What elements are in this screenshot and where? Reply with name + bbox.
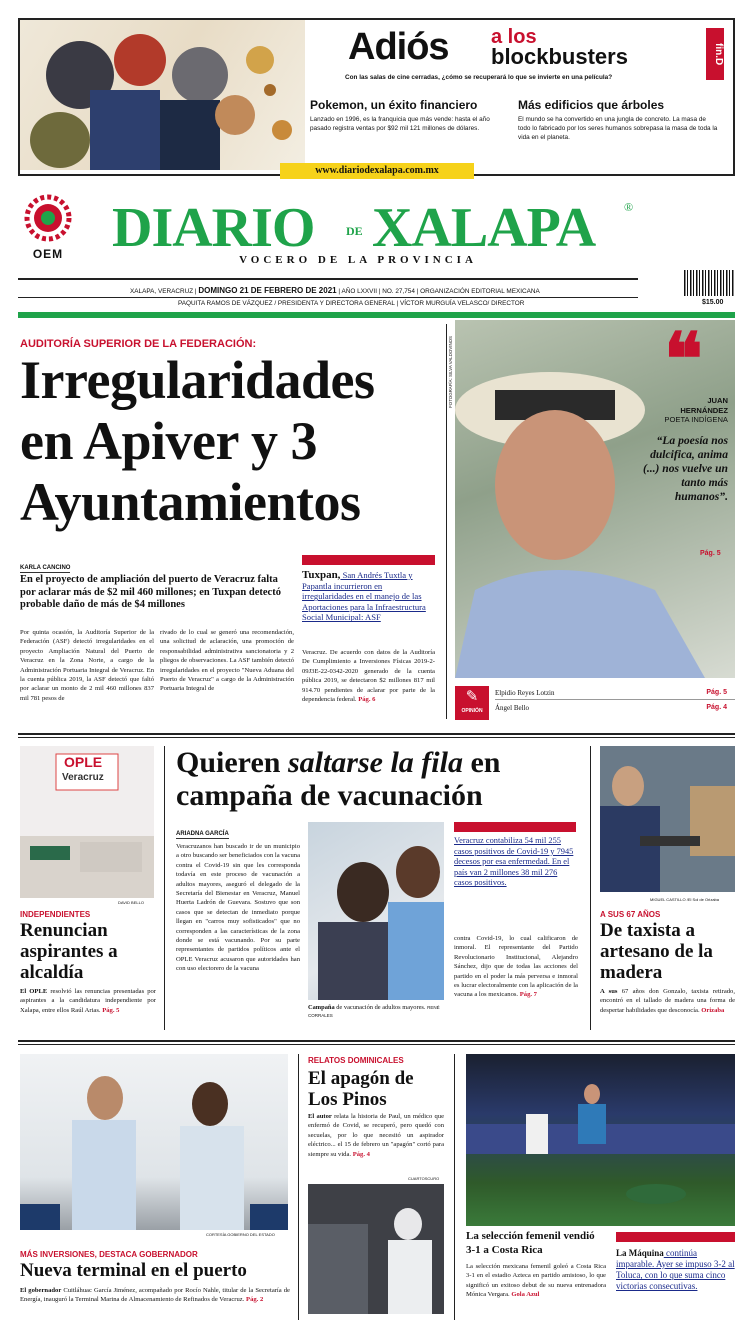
masthead-info: XALAPA, VERACRUZ | DOMINGO 21 DE FEBRERO DE 2021 | AÑO LXXVII | NO. 27,754 | ORGANIZACIÓN EDITORIAL MEXICANA [130, 286, 540, 295]
port-body [20, 1286, 290, 1305]
vacc-byline: ARIADNA GARCÍA [176, 831, 229, 837]
opinion-author-1: Elpidio Reyes Lotzin [495, 689, 555, 697]
vacc-column-2-text: contra Covid-19, lo cual calificaron de inmoral. El representante del Partido Revolucionario Institucional, Alejandro Sánchez, dijo que de todas las acciones del partido en el poder la más perversa e inmoral es lucrar electoralmente con la aplicación de la vacuna a los mexicanos. [454, 935, 578, 999]
top-story-1-title: Pokemon, un éxito financiero [310, 98, 478, 112]
port-photo-credit: CORTESÍA GOBIERNO DEL ESTADO [206, 1232, 275, 1237]
ople-sign-sub: Veracruz [62, 772, 104, 783]
vacc-stats-box[interactable]: Veracruz contabiliza 54 mil 255 casos positivos de Covid-19 y 7945 decesos por esa enfermedad. En el país van 2 millones 38 mil 276 casos positivos. [454, 836, 574, 888]
taxi-headline[interactable]: De taxista a artesano de la madera [600, 920, 713, 983]
lead-side-paragraph: Veracruz. De acuerdo con datos de la Auditoría De Cumplimiento a Inversiones Físicas 2019-2-09J3E-22-0342-2020 generado de la cuenta pública 2019, se detectaron $2 millones 817 mil 914.70 pendientes de aclarar por parte de la dependencia federal. [302, 649, 435, 704]
top-headline-main: Adiós [348, 26, 449, 68]
vacc-byline-wrap [176, 822, 229, 840]
opinion-box [455, 686, 735, 720]
lead-vertical-rule [446, 324, 447, 719]
opinion-icon: ✎ OPINIÓN [455, 686, 489, 720]
soccer-side-body: continúa imparable. Ayer se impuso 3-2 al Toluca, con lo que suma cinco victorias consecutivas. [616, 1248, 735, 1291]
soccer-ref[interactable]: Gola Azul [511, 1291, 540, 1299]
collage-art [20, 20, 305, 170]
photo-credit-vertical: FOTOGRAFÍA: SILVA VALDOVINOS [448, 336, 453, 408]
sun-emblem-icon [23, 194, 73, 242]
masthead-motto: VOCERO DE LA PROVINCIA [239, 254, 477, 266]
vacc-caption-lead: Campaña [308, 1004, 335, 1011]
ople-sign-title: OPLE [64, 754, 103, 770]
section-rule-1 [18, 733, 735, 735]
col-rule-taxi [590, 746, 591, 1030]
masthead-registered: ® [624, 200, 634, 214]
top-headline-a-los: a los [491, 26, 537, 48]
ople-ref[interactable]: Pág. 5 [102, 1006, 120, 1014]
lead-kicker: AUDITORÍA SUPERIOR DE LA FEDERACIÓN: [20, 338, 257, 350]
quote-name-first: JUAN [707, 396, 728, 405]
col-rule-ople [164, 746, 165, 1030]
quote-name-last: HERNÁNDEZ [680, 405, 728, 415]
masthead-title-xalapa: XALAPA [372, 197, 596, 259]
ople-kicker: INDEPENDIENTES [20, 910, 91, 919]
masthead-staff: PAQUITA RAMOS DE VÁZQUEZ / PRESIDENTA Y DIRECTORA GENERAL | VÍCTOR MURGUÍA VELASCO/ DIRECTOR [178, 300, 525, 307]
lead-side-story[interactable] [302, 570, 435, 623]
taxi-photo-credit: MIGUEL CASTILLO /El Sol de Orizaba [650, 897, 719, 902]
opinion-label: OPINIÓN [461, 708, 483, 714]
ople-body-text: resolvió las renuncias presentadas por aspirantes a la candidatura independiente por Xalapa, entre ellos Raúl Arias. [20, 988, 156, 1014]
masthead-title [112, 196, 652, 259]
blockbusters-collage [20, 20, 305, 170]
opinion-ref-2: Pág. 4 [706, 704, 727, 711]
vacc-caption-credit: RENÉ CORRALES [308, 1005, 440, 1018]
relatos-ref[interactable]: Pág. 4 [352, 1150, 370, 1158]
port-body-text: Cuitláhuac García Jiménez, acompañado por Rocío Nahle, titular de la Secretaría de Energía, inauguró la Terminal Marina de Almacenamiento de Refinados de Veracruz. [20, 1287, 290, 1304]
relatos-body [308, 1112, 444, 1159]
relatos-body-text: relata la historia de Paul, un médico que enfermó de Covid, se recuperó, pero quedó con secuelas, por lo que necesitó un aspirador eléctrico... el 15 de febrero un "apagón" cortó para siempre su vida. [308, 1113, 445, 1158]
opinion-author-2: Ángel Bello [495, 704, 530, 712]
quote-role: POETA INDÍGENA [664, 415, 728, 424]
quote-text: “La poesía nos dulcifica, anima (...) nos vuelve un tanto más humanos”. [642, 434, 728, 503]
ople-body [20, 987, 156, 1015]
officials-scene [20, 1054, 288, 1230]
top-story-2-title: Más edificios que árboles [518, 98, 665, 112]
relatos-photo [308, 1184, 444, 1314]
info-number: NO. 27,754 [382, 288, 415, 295]
vacc-caption-text: de vacunación de adultos mayores. [334, 1004, 426, 1011]
soccer-side-title: La Máquina [616, 1248, 664, 1258]
price: $15.00 [702, 299, 724, 306]
vacc-headline-1: Quieren [176, 746, 288, 779]
port-headline[interactable]: Nueva terminal en el puerto [20, 1260, 247, 1281]
vacc-headline-italic: saltarse la fila [287, 746, 463, 779]
lead-column-2: rivado de lo cual se generó una recomendación, una solicitud de aclaración, una promoción de responsabilidad administrativa sancionatoria y 2 pliegos de observaciones. La ASF también detectó irregularidades en el proyecto "Nueva Aduana del Puerto de Veracruz" a cargo de la Administración Portuaria Integral de [160, 629, 294, 693]
lead-side-text [302, 648, 435, 704]
ople-photo-credit: DAVID BELLO [118, 900, 144, 905]
taxi-ref[interactable]: Orizaba [701, 1006, 725, 1014]
lead-side-redbar [302, 555, 435, 565]
info-organization: ORGANIZACIÓN EDITORIAL MEXICANA [420, 288, 540, 295]
quote-mark-icon: ❝ [664, 320, 703, 400]
opinion-row-2[interactable] [495, 704, 735, 712]
vacc-ref[interactable]: Pág. 7 [519, 991, 537, 999]
lead-side-ref[interactable]: Pág. 6 [358, 696, 376, 704]
taxi-kicker: A SUS 67 AÑOS [600, 910, 661, 919]
taxi-body-text: 67 años don Gonzalo, taxista retirado, encontró en el tallado de madera una forma de despertar habilidades que desconocía. [600, 988, 735, 1014]
port-ref[interactable]: Pág. 2 [246, 1296, 264, 1304]
col-rule-soccer [454, 1054, 455, 1320]
soccer-body-text: La selección mexicana femenil goleó a Costa Rica 3-1 en el estadio Azteca en partido amistoso, lo que significó un exitoso debut de su nueva entrenadora Mónica Vergara. [466, 1263, 606, 1299]
ople-headline[interactable]: Renuncian aspirantes a alcaldía [20, 920, 118, 983]
section-rule-2b [18, 1044, 735, 1045]
staff-president: PAQUITA RAMOS DE VÁZQUEZ / PRESIDENTA Y DIRECTORA GENERAL [178, 300, 395, 307]
section-rule-2 [18, 1040, 735, 1042]
soccer-photo [466, 1054, 735, 1226]
taxi-body-lead: A sus [600, 988, 618, 995]
masthead-rule-top [18, 278, 638, 280]
lead-byline: KARLA CANCINO [20, 565, 71, 571]
port-kicker: MÁS INVERSIONES, DESTACA GOBERNADOR [20, 1250, 198, 1259]
port-photo [20, 1054, 288, 1230]
vaccination-scene [308, 822, 444, 1000]
lead-deck: En el proyecto de ampliación del puerto de Veracruz falta por aclarar más de $2 mil 460 millones; en Tuxpan detectó probable daño de más de $4 millones [20, 574, 281, 610]
lead-side-title: Tuxpan, [302, 569, 341, 581]
quote-attribution [650, 396, 728, 425]
woodworker-scene [600, 746, 735, 892]
green-divider [18, 312, 735, 318]
lead-headline[interactable]: Irregularidades en Apiver y 3 Ayuntamientos [20, 350, 375, 532]
col-rule-relatos [298, 1054, 299, 1320]
opinion-row-1[interactable] [495, 689, 735, 700]
relatos-body-lead: El autor [308, 1113, 332, 1120]
opinion-ref-1: Pág. 5 [706, 689, 727, 696]
top-headline [348, 26, 708, 72]
top-story-1[interactable] [310, 98, 510, 133]
ople-photo [20, 746, 154, 898]
masthead-title-de: DE [346, 224, 363, 238]
top-subhead: Con las salas de cine cerradas, ¿cómo se recuperará lo que se invierte en una película? [345, 74, 613, 81]
soccer-side-story[interactable] [616, 1248, 735, 1292]
staff-director: VÍCTOR MURGUÍA VELASCO/ DIRECTOR [399, 300, 525, 307]
paramedics-scene [308, 1184, 444, 1314]
lead-byline-wrap [20, 556, 70, 574]
taxi-photo [600, 746, 735, 892]
oem-logo-text: OEM [32, 247, 64, 261]
vacc-column-1: Veracruzanos han buscado ir de un municipio a otro buscando ser beneficiados con la vacuna contra el Covid-19 sin que les corresponda todavía en este proceso de vacunación a adultos mayores, aseguró el delegado de la Secretaría del Bienestar en Veracruz, Manuel Huerta Ladrón de Guevara. Sostuvo que son casos que se detectan de inmediato porque llegan en "carros muy sofisticados" que no corresponden a las características de la zona donde se está vacunando. Por su parte representantes de partidos políticos ante el OPLE Veracruz acusaron que autoridades han con uso electorero de la vacuna [176, 843, 300, 973]
relatos-photo-credit: CUARTOSCURO [408, 1176, 440, 1181]
soccer-match-scene [466, 1054, 735, 1226]
info-date: DOMINGO 21 DE FEBRERO DE 2021 [198, 286, 337, 295]
section-rule-1b [18, 737, 735, 738]
info-year: AÑO LXXVII [341, 288, 377, 295]
soccer-body [466, 1262, 606, 1300]
lead-column-1: Por quinta ocasión, la Auditoría Superior de la Federación (ASF) detectó irregularidades en el proyecto Ampliación Natural del Puerto de Veracruz en la Zona Norte, a cargo de la Administración Portuaria Integral de Veracruz. En la cuenta pública 2019, la ASF detectó que faltó por aclarar un monto de 2 mil 460 millones 837 mil 781 pesos de [20, 629, 154, 702]
info-city: XALAPA, VERACRUZ [130, 288, 194, 295]
website-url[interactable]: www.diariodexalapa.com.mx [280, 163, 474, 179]
relatos-kicker: RELATOS DOMINICALES [308, 1056, 404, 1065]
masthead-title-diario: DIARIO [112, 197, 315, 259]
taxi-body [600, 987, 735, 1015]
soccer-side-redbar [616, 1232, 735, 1242]
port-body-lead: El gobernador [20, 1287, 62, 1294]
top-story-2-body: El mundo se ha convertido en una jungla de concreto. La masa de todo lo fabricado por los seres humanos sobrepasa la masa de toda la vida en el planeta. [518, 116, 718, 141]
relatos-headline[interactable]: El apagón de Los Pinos [308, 1068, 414, 1110]
oem-logo [20, 194, 76, 262]
vacc-photo [308, 822, 444, 1000]
quote-ref[interactable]: Pág. 5 [700, 550, 721, 557]
masthead-rule-mid [18, 297, 638, 298]
vacc-redbar [454, 822, 576, 832]
vacc-headline[interactable] [176, 746, 586, 812]
ople-body-lead: El OPLE [20, 988, 48, 995]
top-story-1-body: Lanzado en 1996, es la franquicia que más vende: hasta el año pasado registra ventas por $92 mil 121 millones de dólares. [310, 116, 490, 132]
vacc-headline-2: en campaña de vacunación [176, 746, 501, 812]
top-headline-blockbusters: blockbusters [491, 44, 628, 69]
top-story-2[interactable] [518, 98, 718, 142]
barcode [684, 270, 734, 296]
vacc-column-2 [454, 934, 578, 1000]
top-badge: fin.D [706, 28, 724, 80]
vacc-caption [308, 1004, 448, 1020]
lead-side-body: San Andrés Tuxtla y Papantla incurrieron en irregularidades en el manejo de las Aportaciones para la Infraestructura Social Municipal: ASF [302, 570, 426, 623]
soccer-headline[interactable]: La selección femenil vendió 3-1 a Costa Rica [466, 1230, 595, 1256]
